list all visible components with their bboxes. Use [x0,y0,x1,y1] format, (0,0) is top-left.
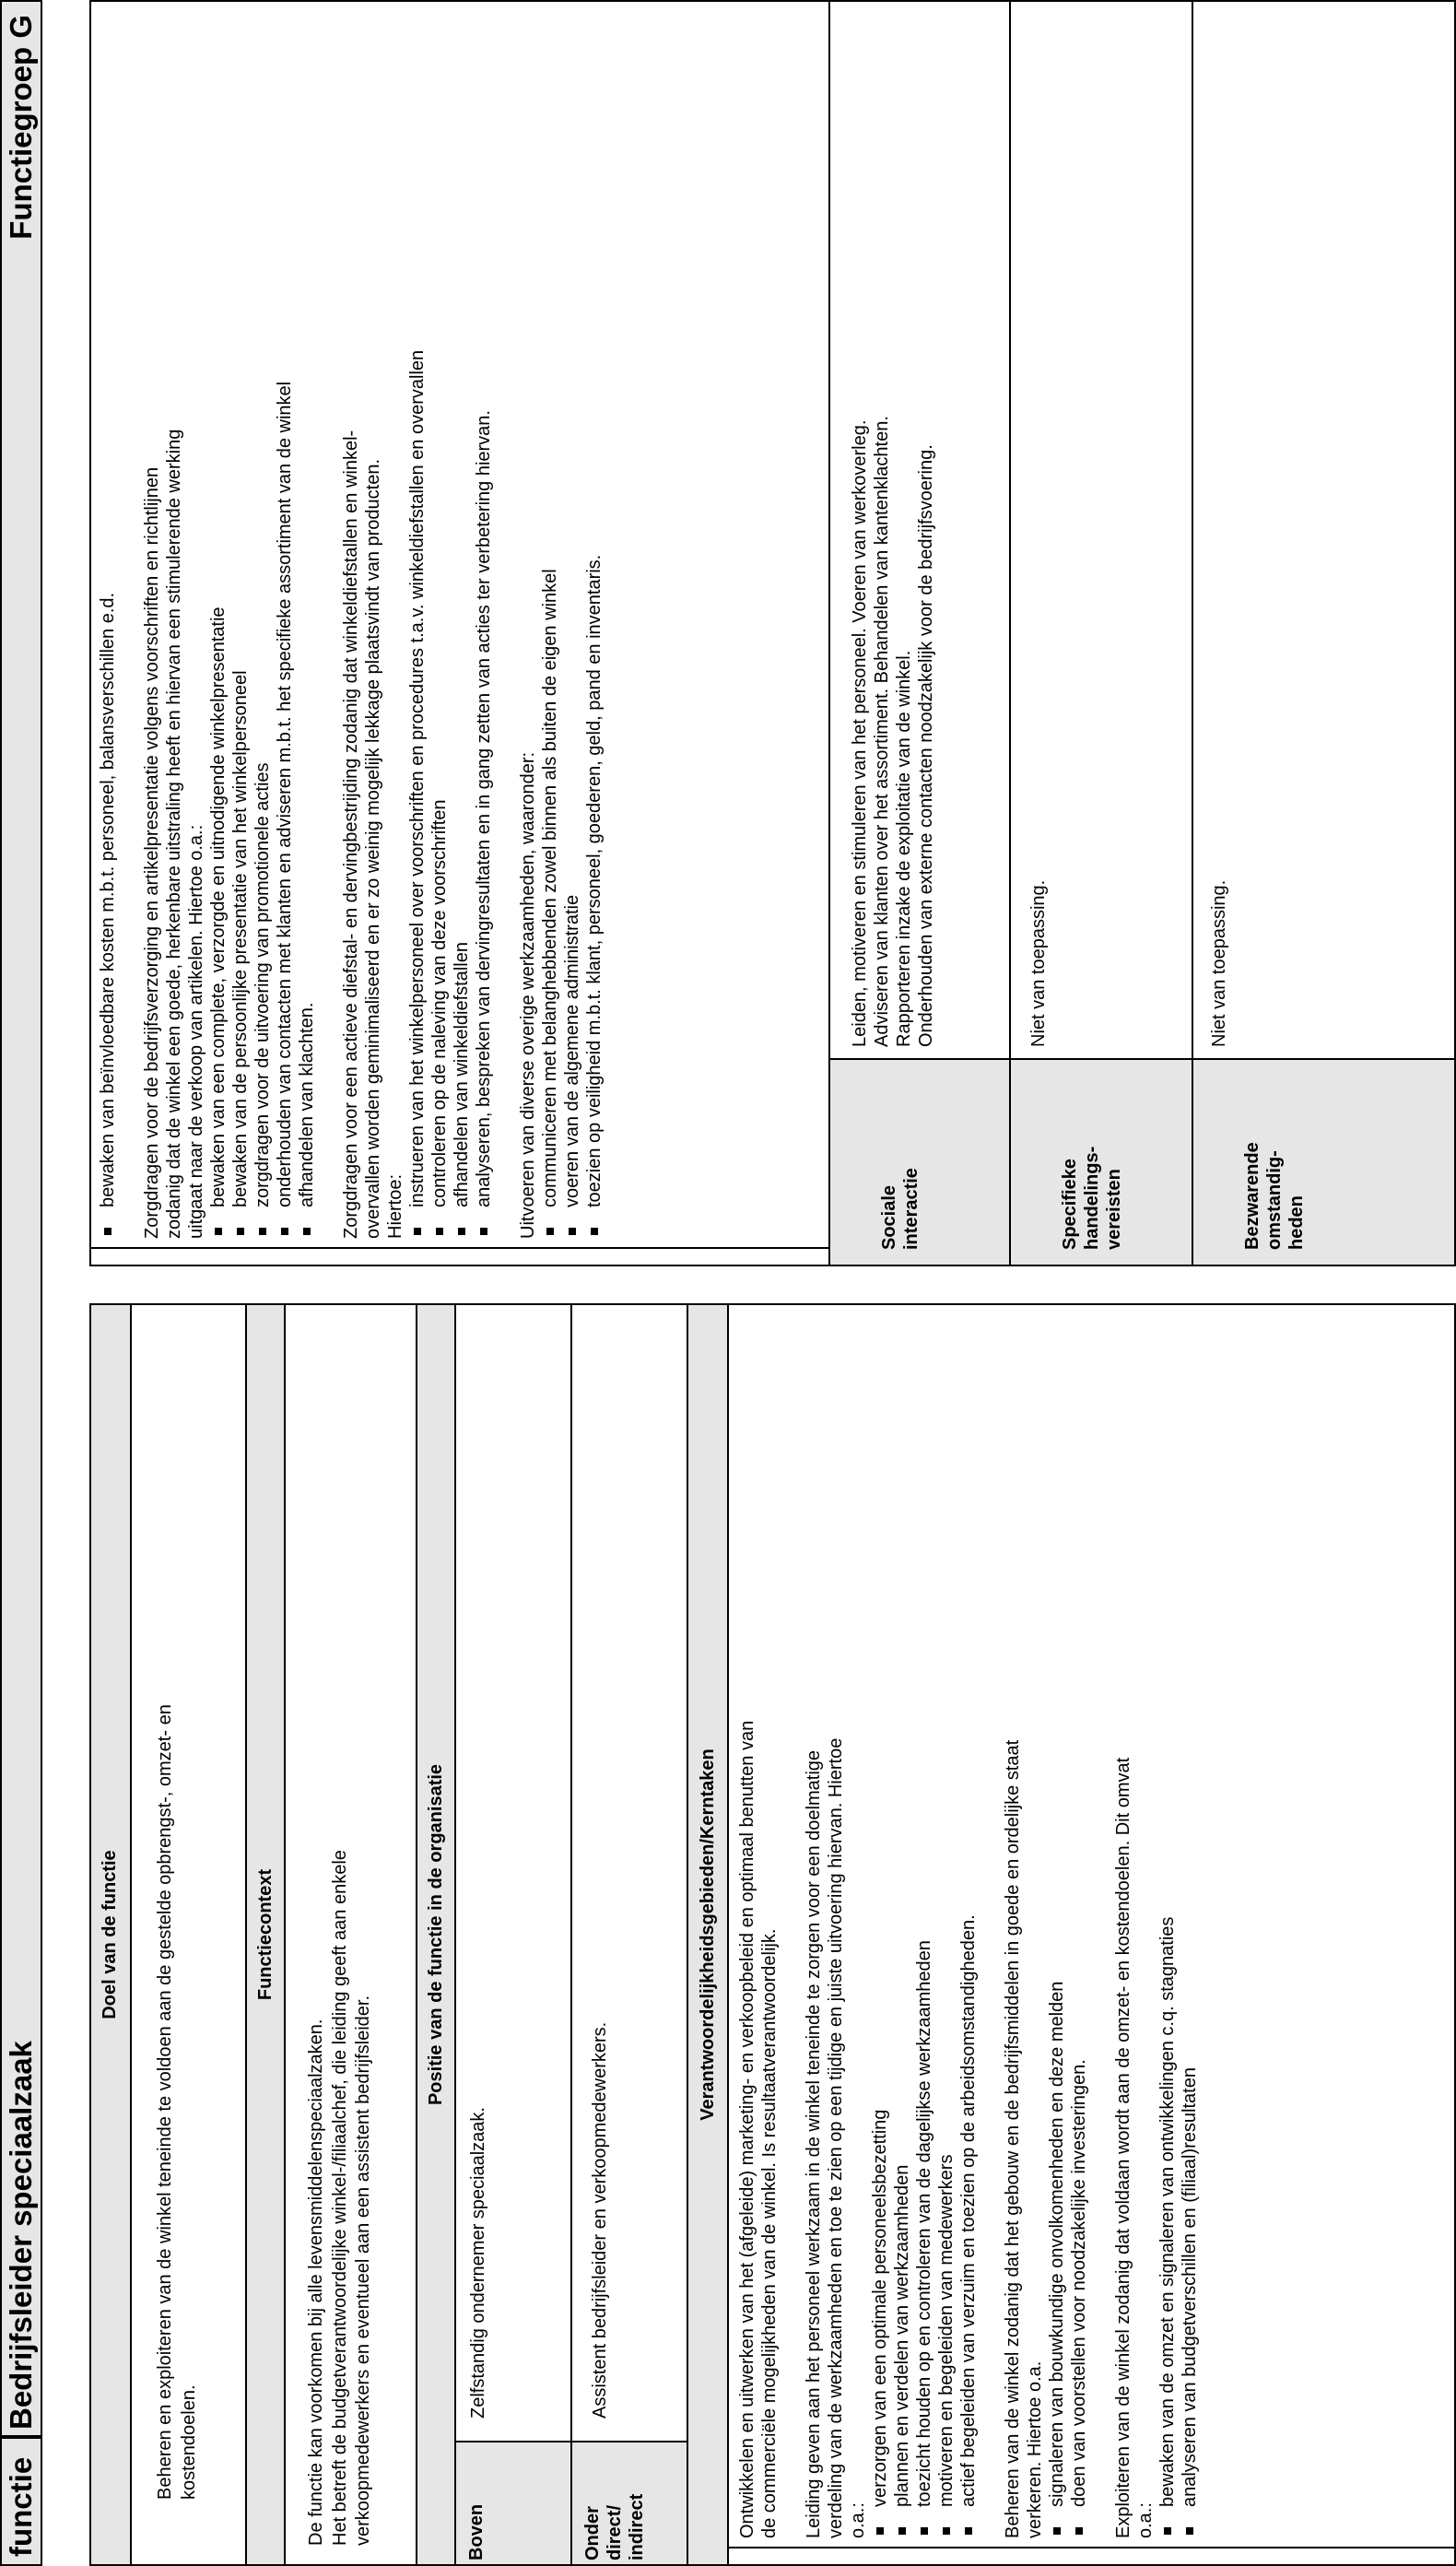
section-heading-kerntaken: Verantwoordelijkheidsgebieden/Kerntaken [687,1305,729,2564]
row-label: interactie [901,1168,922,1250]
side-strip-divider [729,2547,1454,2548]
label-sociale-interactie [830,1060,1009,1265]
kerntaak-text: de commerciële mogelijkheden van de winkel. Is resultaatverantwoordelijk. [759,1928,780,2538]
bullet-item: instrueren van het winkelpersoneel over voorschriften en procedures t.a.v. winkeldiefstallen en overvallen [406,9,429,1239]
bullet-item: analyseren, bespreken van dervingresultaten en in gang zetten van acties ter verbetering hiervan. [473,9,495,1239]
kerntaak-bullets [869,1721,980,2538]
positie-value-boven: Zelfstandig ondernemer speciaalzaak. [468,2107,488,2419]
bullet-item: voeren van de algemene administratie [561,9,583,1239]
context-line: De functie kan voorkomen bij alle levensmiddelenspeciaalzaken. [306,2019,326,2546]
positie-value-onder: Assistent bedrijfsleider en verkoopmedewerkers. [590,2021,610,2419]
value-handelingsvereisten [1027,880,1050,1047]
bullet-item: bewaken van de omzet en signaleren van ontwikkelingen c.q. stagnaties [1157,1721,1179,2538]
kerntaak-text: Hiertoe: [385,1173,405,1239]
kerntaak-text: Beheren van de winkel zodanig dat het gebouw en de bedrijfsmiddelen in goede en ordelijke staat [1003,1739,1023,2538]
bullet-item: toezien op veiligheid m.b.t. klant, personeel, goederen, geld, pand en inventaris. [583,9,605,1239]
bullet-item: communiceren met belanghebbenden zowel binnen als buiten de eigen winkel [539,9,561,1239]
bullet-item: signaleren van bouwkundige onvolkomenheden en deze melden [1046,1721,1068,2538]
positie-label-onder [572,2442,687,2564]
bullet-item: analyseren van budgetverschillen en (filiaal)resultaten [1179,1721,1201,2538]
bullet-item: afhandelen van klachten. [296,9,318,1239]
row-value: Rapporteren inzake de exploitatie van de winkel. [894,650,914,1047]
right-table [89,0,1456,1266]
kerntaken-list [736,1721,1201,2538]
kerntaak-text: uitgaat naar de verkoop van artikelen. Hiertoe o.a.: [186,824,206,1239]
positie-label: Boven [466,2503,487,2560]
kerntaak-text: overvallen worden geminimaliseerd en er zo weinig mogelijk lekkage plaatsvindt van producten. [363,458,383,1239]
left-table [89,1303,1456,2566]
label-bezwarende-omstandigheden [1193,1060,1454,1265]
function-title: Bedrijfsleider speciaalzaak [4,2041,38,2430]
row-label: Bezwarende [1242,1142,1262,1250]
doel-line: kostendoelen. [178,2384,199,2500]
kerntaak-text: Ontwikkelen en uitwerken van het (afgeleide) marketing- en verkoopbeleid en optimaal benutten van [737,1720,757,2538]
bullet-item: zorgdragen voor de uitvoering van promotionele acties [252,9,274,1239]
bullet-item: plannen en verdelen van werkzaamheden [891,1721,913,2538]
kerntaak-text: verkeren. Hiertoe o.a. [1025,2360,1045,2538]
kerntaak-text: o.a.: [848,2502,868,2538]
header-title-box [0,0,42,2437]
section-heading-positie: Positie van de functie in de organisatie [416,1305,456,2564]
kerntaak-text: Uitvoeren van diverse overige werkzaamheden, waaronder: [518,751,538,1239]
bullet-item: onderhouden van contacten met klanten en adviseren m.b.t. het specifieke assortiment van de winkel [274,9,296,1239]
row-value: Onderhouden van externe contacten noodzakelijk voor de bedrijfsvoering. [916,444,936,1047]
kerntaak-text: Zorgdragen voor een actieve diefstal- en dervingbestrijding zodanig dat winkeldiefstallen en winkel- [341,430,361,1239]
row-value: Leiden, motiveren en stimuleren van het personeel. Voeren van werkoverleg. [850,419,870,1047]
section-heading-doel: Doel van de functie [91,1305,132,2564]
value-sociale-interactie [849,416,937,1047]
bullet-item: verzorgen van een optimale personeelsbezetting [869,1721,891,2538]
row-value: Niet van toepassing. [1209,879,1229,1047]
context-text [305,1850,376,2546]
bullet-item: afhandelen van winkeldiefstallen [451,9,473,1239]
doel-line: Beheren en exploiteren van de winkel teneinde te voldoen aan de gestelde opbrengst-, omzet- en [155,1704,175,2500]
row-label: vereisten [1104,1169,1124,1250]
row-label: heden [1286,1195,1307,1250]
kerntaak-bullets [207,9,318,1239]
row-label: omstandig- [1264,1150,1285,1250]
label-divider [456,2441,688,2442]
bullet-item: doen van voorstellen voor noodzakelijke investeringen. [1068,1721,1090,2538]
positie-label: indirect [627,2493,647,2560]
bullet-item: actief begeleiden van verzuim en toezien op de arbeidsomstandigheden. [957,1721,980,2538]
kerntaak-text: verdeling van de werkzaamheden en toe te zien op een tijdige en juiste uitvoering hiervan. Hiertoe [826,1737,846,2538]
context-line: verkoopmedewerkers en eventueel aan een assistent bedrijfsleider. [353,1995,373,2546]
section-heading-context: Functiecontext [245,1305,286,2564]
function-group: Functiegroep G [4,15,38,240]
row-value: Niet van toepassing. [1028,879,1049,1047]
side-strip-divider [91,1247,828,1249]
bullet-item: toezicht houden op en controleren van de dagelijkse werkzaamheden [913,1721,935,2538]
row-label: handelings- [1082,1146,1102,1250]
positie-label: Onder direct/ [582,2504,625,2560]
kerntaak-text: Leiding geven aan het personeel werkzaam in de winkel teneinde te zorgen voor een doelmatige [804,1749,824,2538]
kerntaken-continued [97,9,605,1239]
value-bezwarende-omstandigheden [1208,880,1230,1047]
doel-text [154,1704,201,2500]
kerntaak-bullets [1157,1721,1201,2538]
kerntaak-bullets [97,9,119,1239]
bullet-item: motiveren en begeleiden van medewerkers [935,1721,957,2538]
header-label-box [0,2437,42,2566]
kerntaak-text: Exploiteren van de winkel zodanig dat voldaan wordt aan de omzet- en kostendoelen. Dit omvat [1113,1757,1133,2538]
bullet-item: bewaken van beïnvloedbare kosten m.b.t. personeel, balansverschillen e.d. [97,9,119,1239]
row-label: Specifieke [1060,1159,1080,1250]
kerntaak-bullets [539,9,605,1239]
row-value: Adviseren van klanten over het assortiment. Behandelen van kantenklachten. [872,416,892,1047]
label-handelingsvereisten [1011,1060,1192,1265]
label-divider [830,1058,1454,1060]
kerntaak-bullets [406,9,495,1239]
kerntaak-text: zodanig dat de winkel een goede, herkenbare uitstraling heeft en hiervan een stimulerende werking [164,429,184,1239]
row-label: Sociale [879,1184,899,1250]
bullet-item: controleren op de naleving van deze voorschriften [429,9,451,1239]
bullet-item: bewaken van de persoonlijke presentatie van het winkelpersoneel [229,9,252,1239]
row-divider [570,1305,572,2564]
context-line: Het betreft de budgetverantwoordelijke winkel-/filiaalchef, die leiding geeft aan enkele [329,1850,350,2546]
kerntaak-text: Zorgdragen voor de bedrijfsverzorging en artikelpresentatie volgens voorschriften en richtlijnen [142,466,162,1239]
kerntaak-bullets [1046,1721,1090,2538]
kerntaak-text: o.a.: [1135,2502,1156,2538]
positie-label-boven [456,2442,570,2564]
header-label: functie [4,2456,38,2557]
bullet-item: bewaken van een complete, verzorgde en uitnodigende winkelpresentatie [207,9,229,1239]
